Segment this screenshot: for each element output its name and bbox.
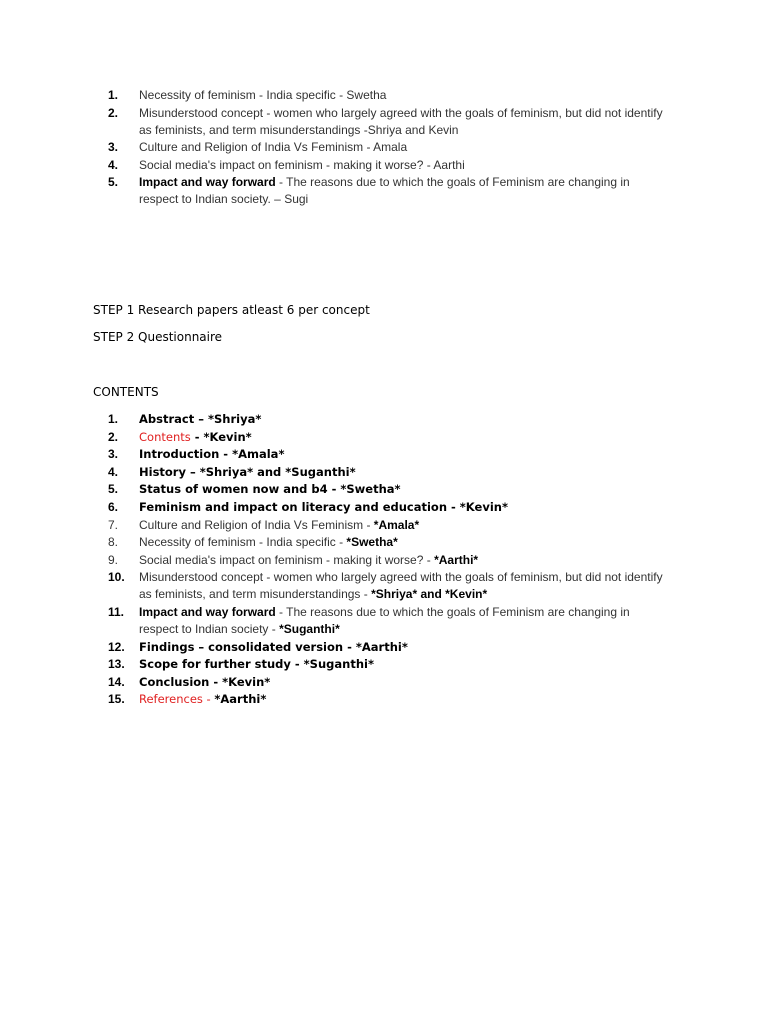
list-item-text: Conclusion - *Kevin* [139,674,271,689]
list-item-text: Culture and Religion of India Vs Feminism - [139,517,374,532]
list-number: 1. [108,88,119,102]
list-item-text: Scope for further study - *Suganthi* [139,657,374,672]
list-item [108,604,668,638]
contents-list [108,411,668,709]
list-item-text: - The reasons due to which the goals of Feminism are changing in respect to Indian society. – Sugi [139,175,630,207]
list-item-assignee: *Swetha* [346,535,398,550]
list-number: 1. [108,412,119,426]
list-item [108,517,668,534]
list-item-assignee: *Aarthi* [434,552,479,567]
list-number: 15. [108,692,125,707]
list-number: 8. [108,535,119,550]
list-number: 5. [108,482,119,497]
list-number: 3. [108,140,119,155]
list-item-text: - *Kevin* [190,429,252,444]
list-item-assignee: *Aarthi* [214,692,267,707]
list-item-text: Social media's impact on feminism - making it worse? - [139,552,435,567]
list-item [108,464,668,481]
list-item-text: - The reasons due to which the goals of Feminism are changing in respect to Indian society - [139,604,630,636]
list-number: 3. [108,447,119,462]
list-number: 12. [108,639,125,654]
list-item-text: Misunderstood concept - women who largely agreed with the goals of feminism, but did not identify as feminists, and term misunderstandings -Shriya and Kevin [139,105,663,137]
list-item-text: Abstract – *Shriya* [139,412,262,426]
list-item [108,552,668,569]
list-item [108,691,668,708]
list-number: 4. [108,157,119,172]
list-item [108,174,668,208]
list-number: 14. [108,674,125,689]
list-item-red-text: References - [139,692,215,707]
list-item [108,674,668,691]
list-item [108,411,668,428]
list-item-assignee: *Shriya* and *Kevin* [371,587,488,602]
list-number: 2. [108,429,119,444]
list-number: 2. [108,105,119,120]
step-2-line: STEP 2 Questionnaire [93,330,223,344]
list-number: 13. [108,657,125,672]
list-number: 11. [108,604,125,619]
step-1-line: STEP 1 Research papers atleast 6 per concept [93,303,370,317]
list-item [108,157,668,174]
list-number: 4. [108,464,119,479]
list-item [108,139,668,156]
list-item-text: Necessity of feminism - India specific - Swetha [139,88,387,102]
list-item-text: Feminism and impact on literacy and education - *Kevin* [139,499,508,514]
list-item [108,656,668,673]
list-number: 9. [108,552,119,567]
list-item-assignee: *Suganthi* [279,621,340,636]
list-item-text: Misunderstood concept - women who largely agreed with the goals of feminism, but did not identify as feminists, and term misunderstandings - [139,570,663,602]
list-item [108,499,668,516]
list-item [108,534,668,551]
list-item-text: Social media's impact on feminism - making it worse? - Aarthi [139,157,465,172]
list-item-text: Status of women now and b4 - *Swetha* [139,482,401,497]
list-item [108,105,668,139]
list-number: 7. [108,517,119,532]
contents-heading: CONTENTS [93,385,159,399]
list-item [108,87,668,104]
list-item-text: Findings – consolidated version - *Aarthi* [139,639,408,654]
list-number: 10. [108,570,125,585]
list-item-text: Introduction - *Amala* [139,447,285,462]
list-item-assignee: *Amala* [373,517,420,532]
topic-list [108,87,668,209]
list-item-text: Culture and Religion of India Vs Feminism - Amala [139,140,408,155]
list-number: 5. [108,175,119,190]
list-item-lead: Impact and way forward [139,175,276,190]
list-item-text: History – *Shriya* and *Suganthi* [139,464,356,479]
list-item [108,429,668,446]
list-number: 6. [108,499,119,514]
list-item [108,446,668,463]
list-item [108,569,668,603]
list-item-lead: Impact and way forward [139,604,276,619]
list-item-text: Necessity of feminism - India specific - [139,535,347,550]
list-item [108,639,668,656]
list-item-red-text: Contents [139,429,191,444]
list-item [108,481,668,498]
